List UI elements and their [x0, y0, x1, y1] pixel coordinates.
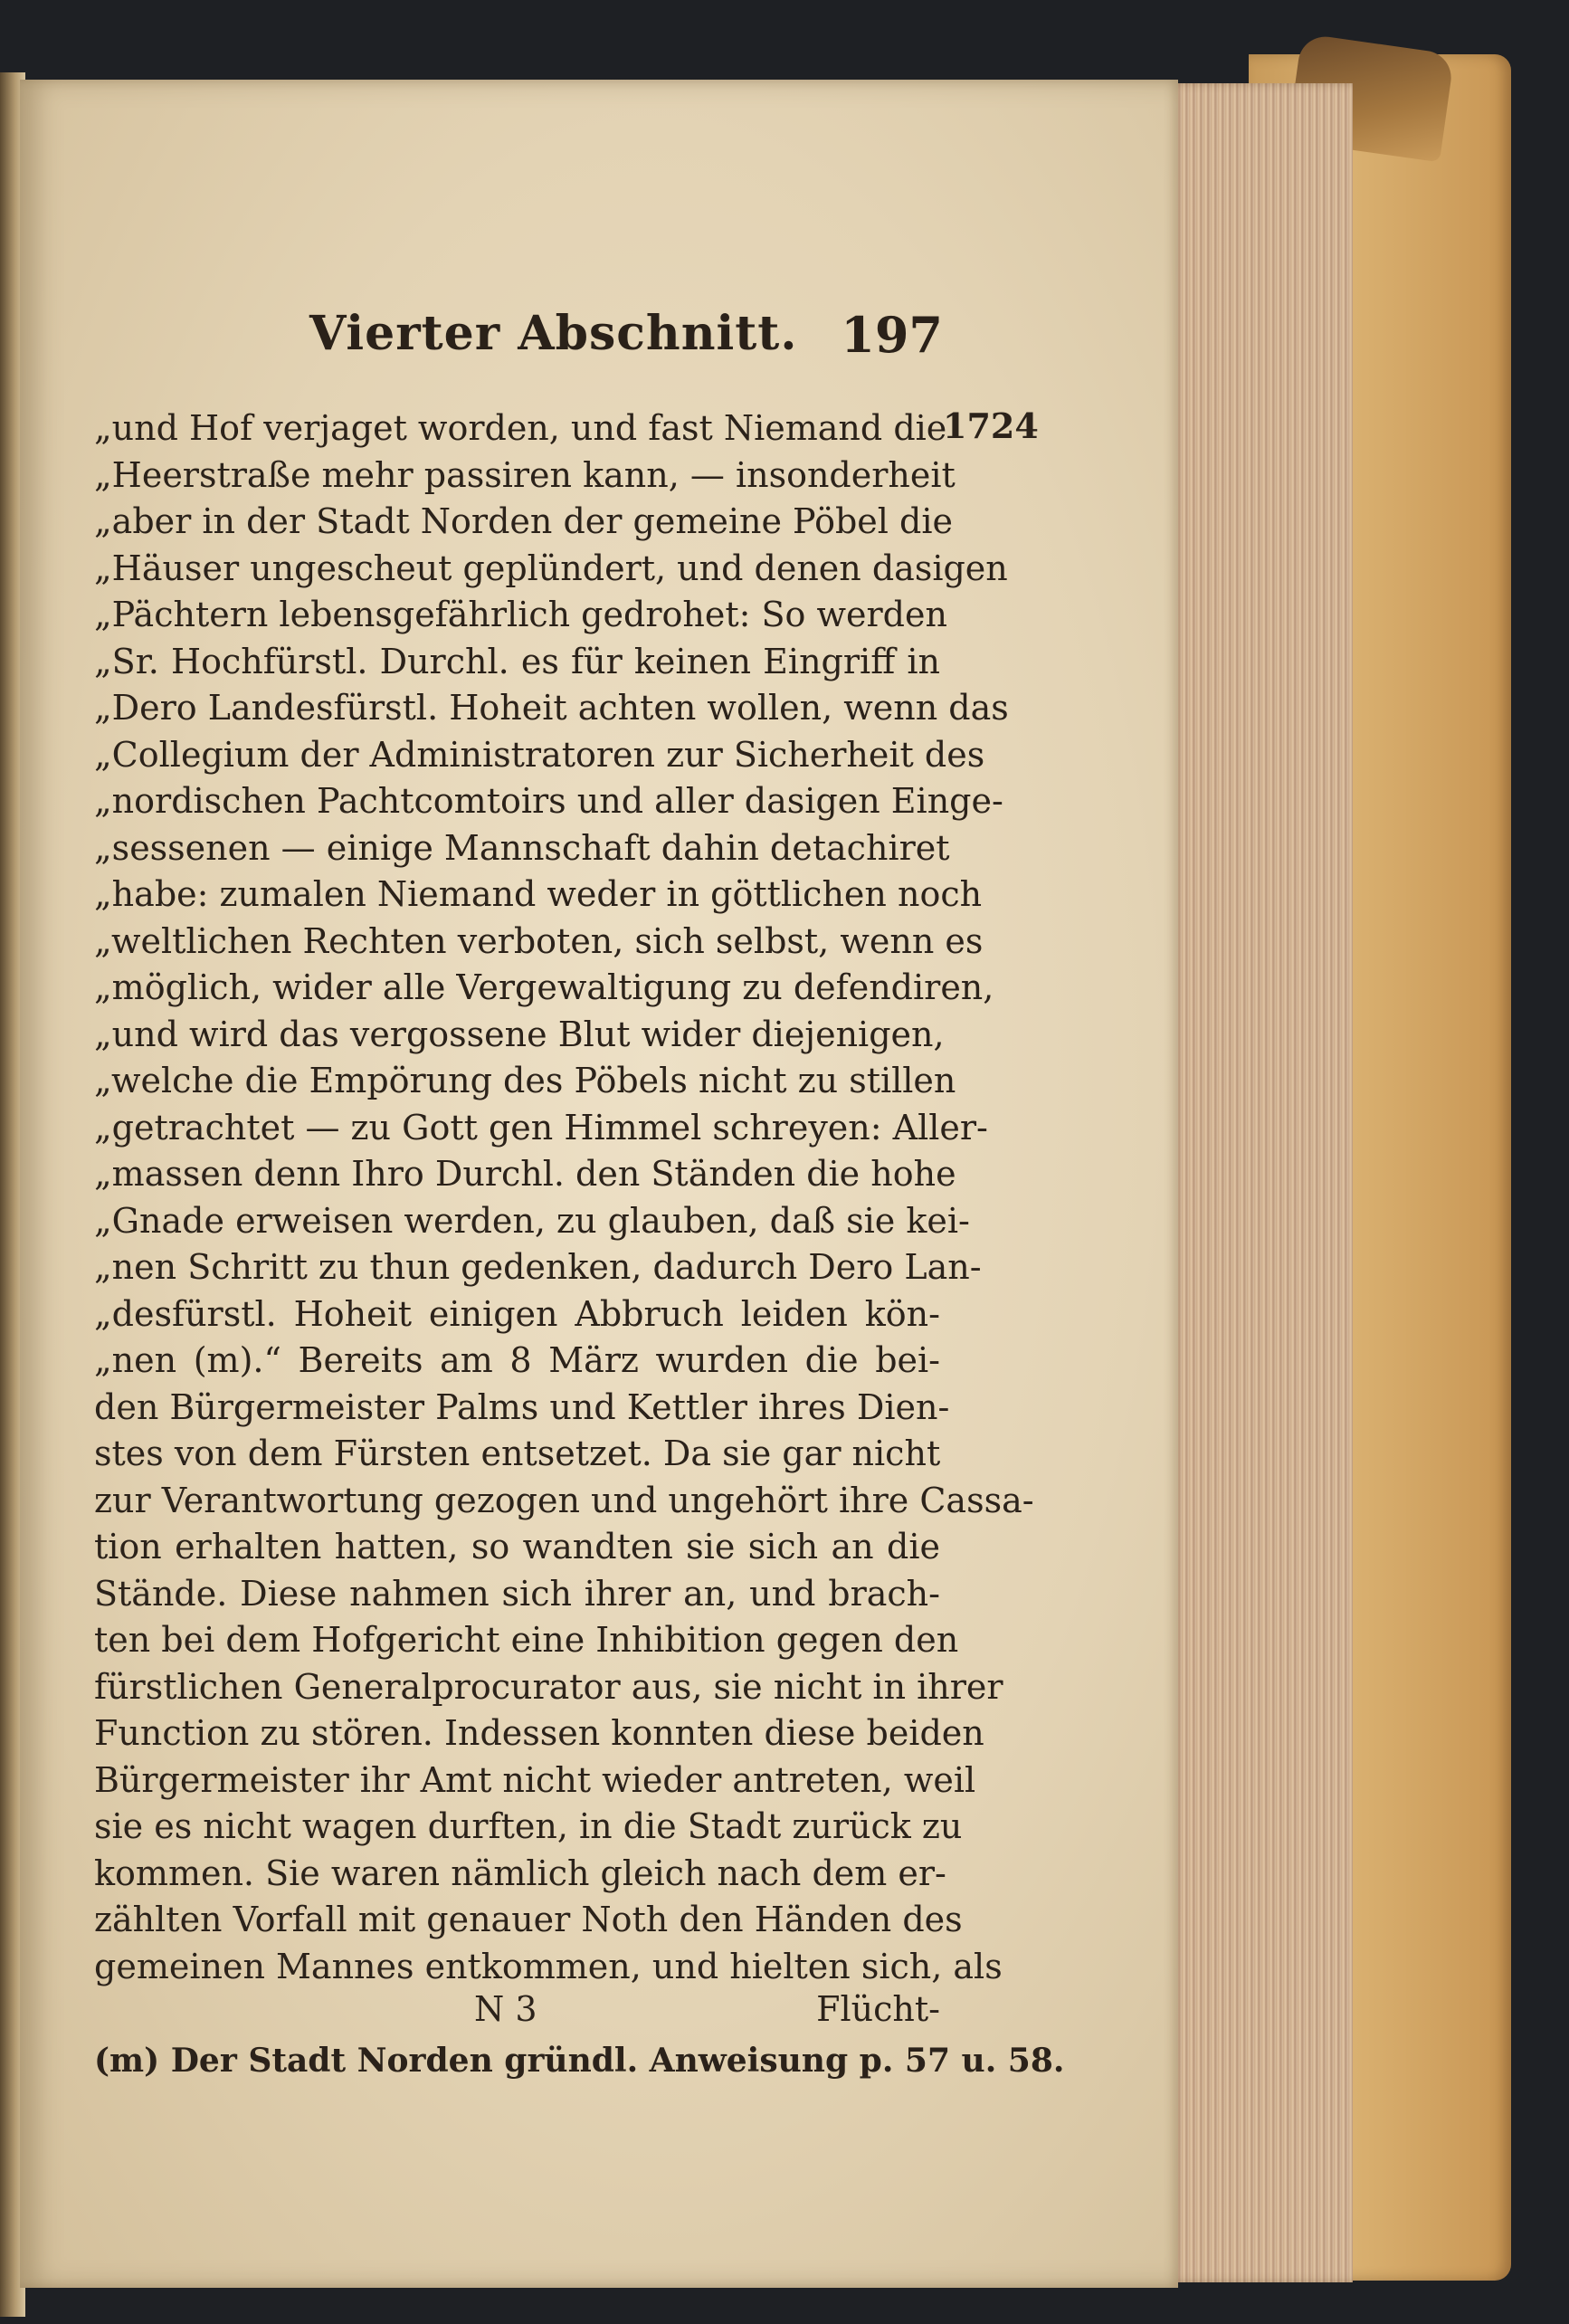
- page-number: 197: [841, 306, 943, 364]
- text-line: ten bei dem Hofgericht eine Inhibition gegen den: [94, 1620, 959, 1660]
- text-line: „und Hof verjaget worden, und fast Niemand die: [94, 408, 947, 448]
- text-line: „desfürstl. Hoheit einigen Abbruch leiden kön-: [94, 1293, 940, 1334]
- text-line: „aber in der Stadt Norden der gemeine Pöbel die: [94, 501, 953, 541]
- text-line: „und wird das vergossene Blut wider diejenigen,: [94, 1014, 945, 1054]
- text-line: tion erhalten hatten, so wandten sie sich an die: [94, 1527, 940, 1567]
- margin-year: 1724: [943, 405, 1039, 446]
- text-line: „Häuser ungescheut geplündert, und denen dasigen: [94, 548, 1008, 588]
- text-line: „Gnade erweisen werden, zu glauben, daß sie kei-: [94, 1200, 970, 1241]
- text-line: sie es nicht wagen durften, in die Stadt zurück zu: [94, 1806, 963, 1846]
- signature-row: [94, 1989, 940, 2034]
- text-line: „welche die Empörung des Pöbels nicht zu stillen: [94, 1061, 956, 1100]
- text-line: „Collegium der Administratoren zur Sicherheit des: [94, 734, 985, 775]
- text-line: Stände. Diese nahmen sich ihrer an, und brach-: [94, 1573, 940, 1614]
- text-line: „nen Schritt zu thun gedenken, dadurch Dero Lan-: [94, 1247, 982, 1287]
- text-line: „Pächtern lebensgefährlich gedrohet: So werden: [94, 595, 947, 634]
- text-line: „weltlichen Rechten verboten, sich selbst, wenn es: [94, 920, 984, 961]
- signature-mark: N 3: [474, 1989, 537, 2029]
- running-head: Vierter Abschnitt.: [309, 306, 798, 361]
- text-line: „sessenen — einige Mannschaft dahin detachiret: [94, 827, 950, 868]
- text-line: den Bürgermeister Palms und Kettler ihres Dien-: [94, 1386, 950, 1427]
- text-line: „nordischen Pachtcomtoirs und aller dasigen Einge-: [94, 781, 1003, 821]
- text-line: „Sr. Hochfürstl. Durchl. es für keinen Eingriff in: [94, 641, 940, 681]
- text-line: zählten Vorfall mit genauer Noth den Händen des: [94, 1900, 963, 1939]
- book-page: [20, 80, 1178, 2288]
- text-line: „möglich, wider alle Vergewaltigung zu defendiren,: [94, 967, 994, 1007]
- text-line: gemeinen Mannes entkommen, und hielten sich, als: [94, 1946, 1003, 1986]
- catchword: Flücht-: [816, 1989, 940, 2029]
- text-line: zur Verantwortung gezogen und ungehört ihre Cassa-: [94, 1480, 1034, 1520]
- page-header: [309, 306, 943, 378]
- text-line: fürstlichen Generalprocurator aus, sie nicht in ihrer: [94, 1666, 1003, 1707]
- text-line: „habe: zumalen Niemand weder in göttlichen noch: [94, 874, 983, 914]
- text-line: „massen denn Ihro Durchl. den Ständen die hohe: [94, 1154, 956, 1194]
- text-line: „Dero Landesfürstl. Hoheit achten wollen, wenn das: [94, 688, 1009, 728]
- text-line: „getrachtet — zu Gott gen Himmel schreyen: Aller-: [94, 1107, 988, 1148]
- text-line: Function zu stören. Indessen konnten diese beiden: [94, 1713, 984, 1753]
- text-line: „Heerstraße mehr passiren kann, — insonderheit: [94, 454, 956, 495]
- footnote: (m) Der Stadt Norden gründl. Anweisung p. 57 u. 58.: [94, 2042, 1065, 2080]
- page-fore-edge: [1167, 83, 1353, 2282]
- text-line: kommen. Sie waren nämlich gleich nach dem er-: [94, 1853, 946, 1893]
- text-line: stes von dem Fürsten entsetzet. Da sie gar nicht: [94, 1433, 941, 1473]
- text-line: Bürgermeister ihr Amt nicht wieder antreten, weil: [94, 1759, 976, 1800]
- text-line: „nen (m).“ Bereits am 8 März wurden die bei-: [94, 1340, 940, 1380]
